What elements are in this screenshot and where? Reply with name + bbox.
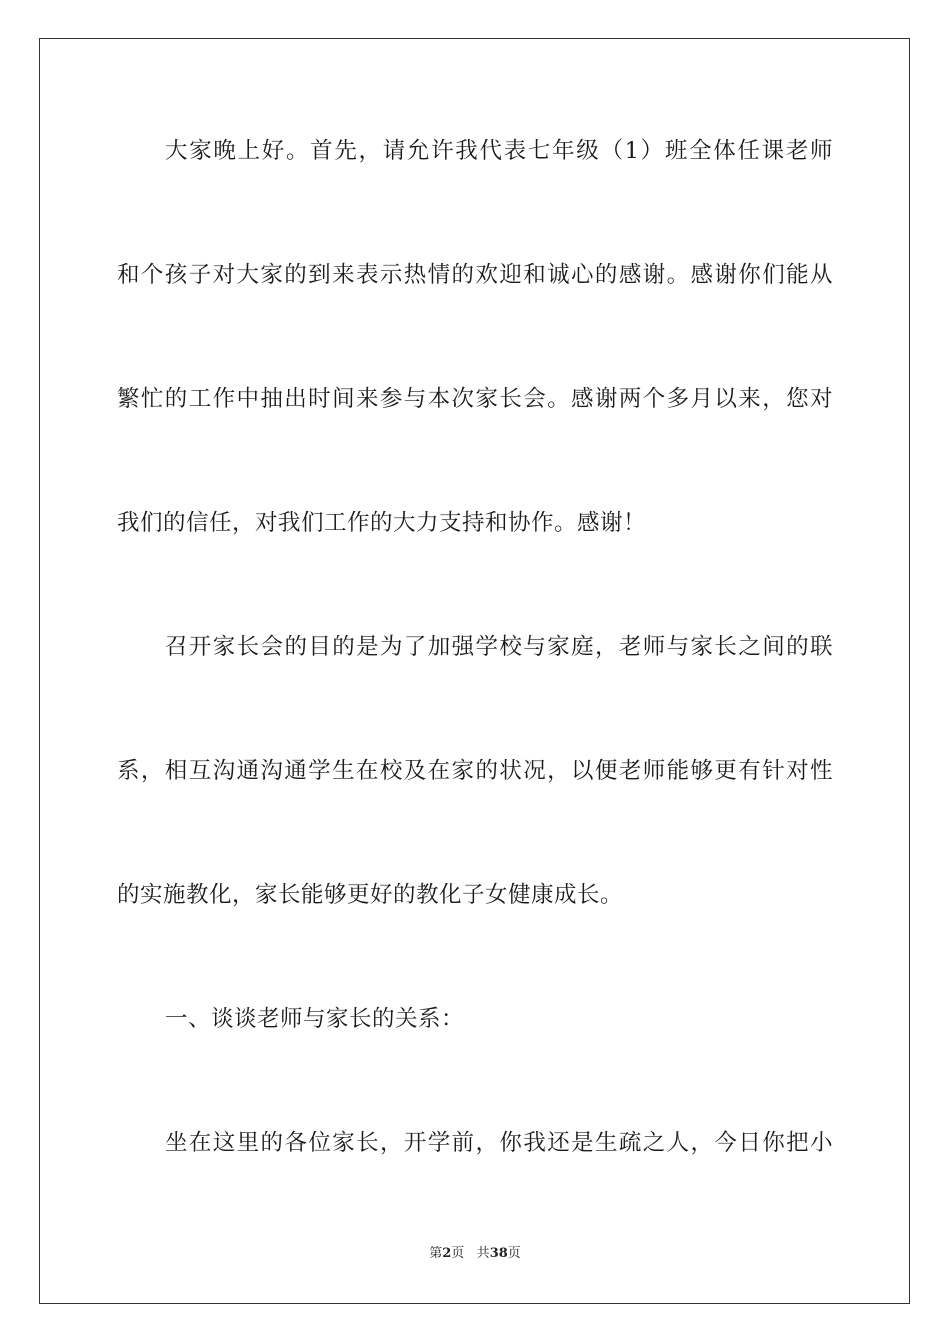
page-prefix: 第: [429, 1246, 443, 1261]
text-line-1: 大家晚上好。首先，请允许我代表七年级（1）班全体任课老师: [165, 138, 833, 164]
text-line-3: 繁忙的工作中抽出时间来参与本次家长会。感谢两个多月以来，您对: [117, 386, 833, 412]
page-number: 2: [442, 1246, 452, 1261]
text-line-6: 系，相互沟通沟通学生在校及在家的状况，以便老师能够更有针对性: [117, 758, 833, 784]
total-prefix: 共: [476, 1246, 490, 1261]
text-line-7: 的实施教化，家长能够更好的教化子女健康成长。: [117, 882, 624, 908]
page-suffix: 页: [451, 1246, 465, 1261]
page-footer: [0, 1244, 950, 1264]
text-line-4: 我们的信任，对我们工作的大力支持和协作。感谢！: [117, 510, 647, 536]
text-line-2: 和个孩子对大家的到来表示热情的欢迎和诚心的感谢。感谢你们能从: [117, 262, 833, 288]
text-line-9: 坐在这里的各位家长，开学前，你我还是生疏之人，今日你把小: [165, 1130, 833, 1156]
total-suffix: 页: [507, 1246, 521, 1261]
section-heading: 一、谈谈老师与家长的关系：: [165, 1006, 465, 1032]
page-border: [39, 38, 910, 1304]
total-pages: 38: [489, 1246, 508, 1261]
text-line-5: 召开家长会的目的是为了加强学校与家庭，老师与家长之间的联: [165, 634, 833, 660]
